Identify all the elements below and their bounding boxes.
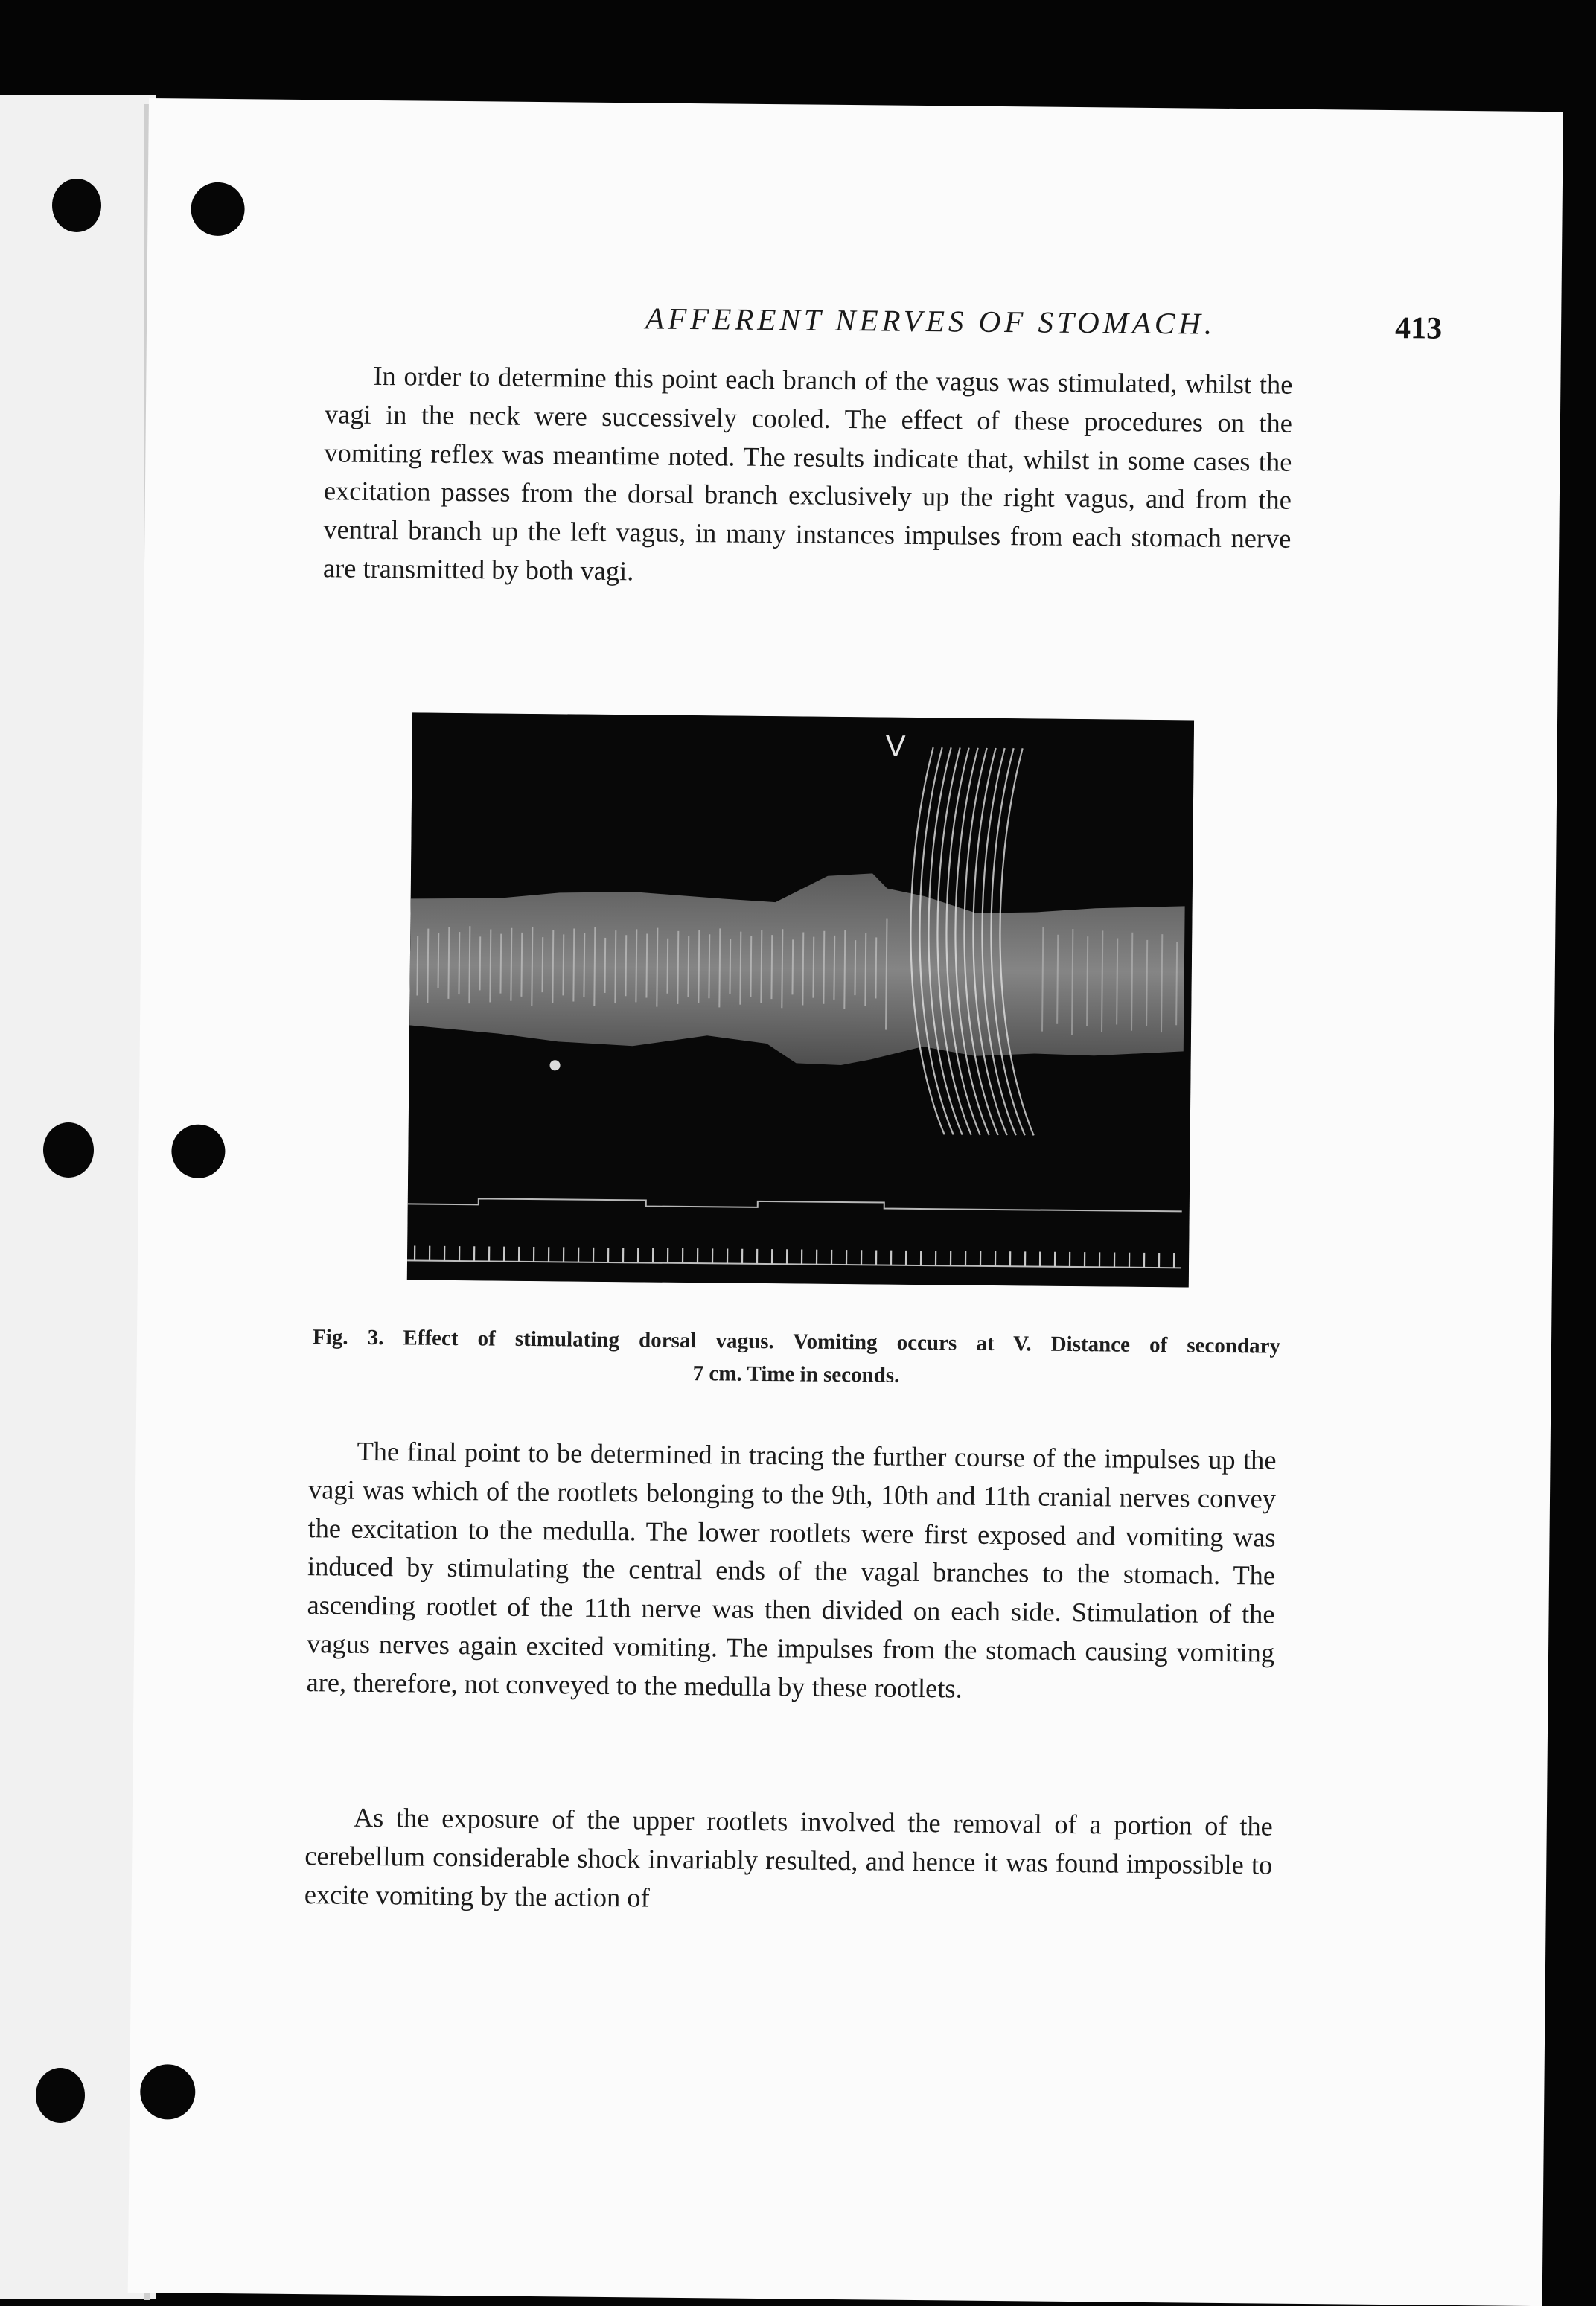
paragraph-text: As the exposure of the upper rootlets involved the removal of a portion of the cerebellum considerable shock invariably resulted, and hence it was found impossible to excite vomiting by the action of [304, 1798, 1273, 1923]
figure-label: Fig. 3. [313, 1325, 384, 1350]
kymograph-trace-image [407, 712, 1194, 1287]
vomiting-marker: V [885, 730, 905, 763]
paragraph-cerebellum [304, 1798, 1273, 1923]
running-head [497, 298, 1443, 352]
kymograph-figure [407, 712, 1194, 1287]
binder-hole [191, 182, 245, 237]
paragraph-text: The final point to be determined in tracing the further course of the impulses up the vagi was which of the rootlets belonging to the 9th, 10th and 11th cranial nerves convey the excitation to the medulla. The lower rootlets were first exposed and vomiting was induced by stimulating the central ends of the vagal branches to the stomach. The ascending rootlet of the 11th nerve was then divided on each side. Stimulation of the vagus nerves again excited vomiting. The impulses from the stomach causing vomiting are, therefore, not conveyed to the medulla by these rootlets. [306, 1432, 1276, 1711]
paragraph-rootlets [306, 1432, 1276, 1711]
binder-hole [43, 1122, 94, 1178]
binder-hole [36, 2068, 85, 2123]
caption-text: Effect of stimulating dorsal vagus. Vomiting occurs at V. Distance of secondary [403, 1326, 1280, 1358]
binder-hole [140, 2064, 196, 2120]
binder-hole [171, 1124, 226, 1178]
paragraph-text: In order to determine this point each branch of the vagus was stimulated, whilst the vagi in the neck were successively cooled. The effect of these procedures on the vomiting reflex was meantime noted. The results indicate that, whilst in some cases the excitation passes from the dorsal branch exclusively up the right vagus, and from the ventral branch up the left vagus, in many instances impulses from each stomach nerve are transmitted by both vagi. [323, 357, 1293, 597]
caption-text-continued: 7 cm. Time in seconds. [312, 1353, 1280, 1395]
trace-artifact [549, 1060, 560, 1070]
page-number: 413 [1395, 310, 1442, 347]
binder-hole [52, 179, 101, 232]
figure-caption [312, 1320, 1280, 1395]
running-title: AFFERENT NERVES OF STOMACH. [645, 300, 1216, 341]
scanned-page [128, 98, 1563, 2306]
paragraph-cooling-experiment [323, 357, 1293, 597]
